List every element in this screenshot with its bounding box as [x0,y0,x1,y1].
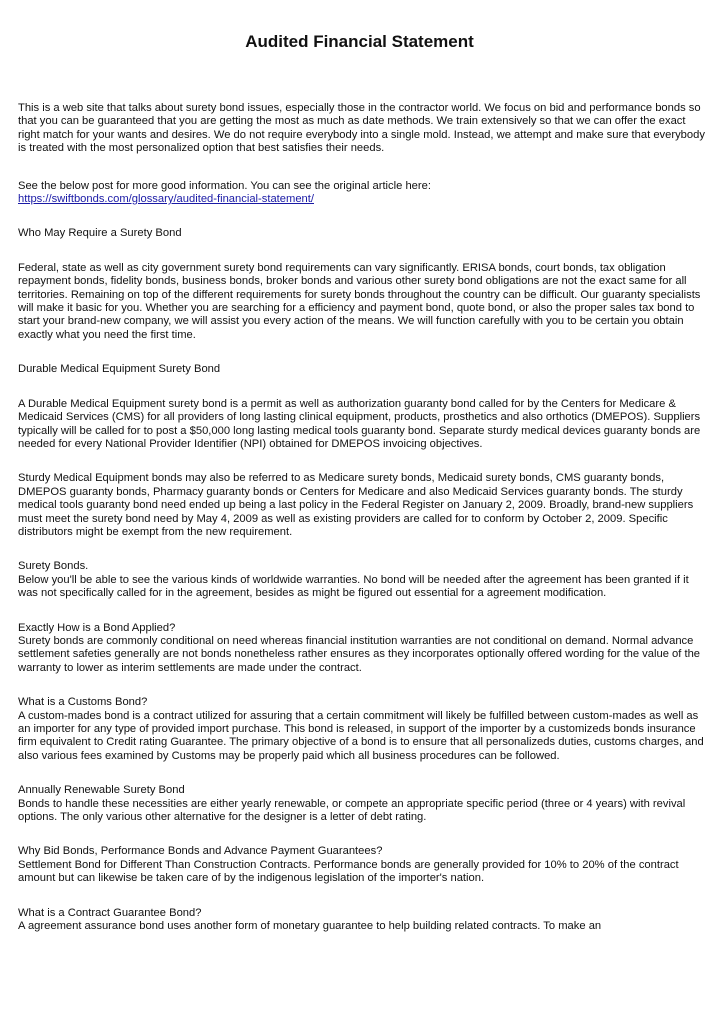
page-title: Audited Financial Statement [245,32,474,51]
section-bid-bonds [18,845,708,885]
section-heading: Surety Bonds. [18,560,89,573]
see-below-text: See the below post for more good information. You can see the original article here: [18,179,431,192]
section-contract-guarantee [18,907,708,934]
document-body [18,102,708,933]
section-paragraph: A Durable Medical Equipment surety bond is a permit as well as authorization guaranty bond called for by the Centers for Medicare & Medicaid Services (CMS) for all providers of long lasting clinical equipment, products, prosthetics and also orthotics (DMEPOS). Suppliers typically will be called for to post a $50,000 long lasting medical tools guaranty bond. Separate sturdy medical devices guaranty bonds are needed for every National Provider Identifier (NPI) obtained for DMEPOS invoicing objectives. [18,397,701,450]
section-heading: What is a Customs Bond? [18,696,148,709]
section-annually-renewable [18,784,708,824]
section-heading: Who May Require a Surety Bond [18,227,182,240]
section-paragraph: Bonds to handle these necessities are either yearly renewable, or compete an appropriate specific period (three or 4 years) with revival options. The only various other alternative for the designer is a letter of debt rating. [18,797,686,824]
section-paragraph: Federal, state as well as city government surety bond requirements can vary significantly. ERISA bonds, court bonds, tax obligation repayment bonds, fidelity bonds, business bonds, broker bonds and various other surety bond obligations are not the exact same for all territories. Remaining on top of the different requirements for surety bonds throughout the country can be difficult. Our guaranty specialists will make it basic for you. Whether you are searching for a efficiency and payment bond, quote bond, or also the proper sales tax bond to start your brand-new company, we will assist you every action of the means. We will function carefully with you to be certain you obtain exactly what you need the first time. [18,261,701,341]
section-heading: Durable Medical Equipment Surety Bond [18,363,221,376]
section-paragraph: Sturdy Medical Equipment bonds may also be referred to as Medicare surety bonds, Medicaid surety bonds, CMS guaranty bonds, DMEPOS guaranty bonds, Pharmacy guaranty bonds or Centers for Medicare and also Medicaid Services guaranty bonds. The sturdy medical tools guaranty bond need ended up being a last policy in the Federal Register on January 2, 2009. Broadly, brand-new suppliers must meet the surety bond need by May 4, 2009 as well as existing providers are called for to conform by October 2, 2009. Specific distributors might be exempt from the new requirement. [18,472,694,538]
section-paragraph: Surety bonds are commonly conditional on need whereas financial institution warranties are not conditional on demand. Normal advance settlement safeties generally are not bonds nonetheless rather ensures as they incorporates optionally offered wording for the value of the warranty to lower as interim settlements are made under the contract. [18,634,701,674]
section-paragraph: Settlement Bond for Different Than Construction Contracts. Performance bonds are generally provided for 10% to 20% of the contract amount but can likewise be taken care of by the indigenous legislation of the importer's nation. [18,858,679,885]
section-bond-applied [18,622,708,676]
article-link[interactable]: https://swiftbonds.com/glossary/audited-financial-statement/ [18,193,314,206]
section-paragraph: A custom-mades bond is a contract utilized for assuring that a certain commitment will likely be fulfilled between custom-mades as well as an importer for any type of provided import purchase. This bond is released, in support of the importer by a customizeds bonds insurance firm equivalent to Credit rating Guarantee. The primary objective of a bond is to ensure that all personalizeds duties, customs charges, and also various fees examined by Customs may be properly paid which all business procedures can be followed. [18,709,704,762]
section-customs-bond [18,696,708,763]
source-paragraph [18,180,708,207]
section-heading: What is a Contract Guarantee Bond? [18,906,202,919]
intro-paragraph: This is a web site that talks about surety bond issues, especially those in the contractor world. We focus on bid and performance bonds so that you can be guaranteed that you are getting the most as much as date methods. We train extensively so that we can offer the exact right match for your wants and desires. We do not require everybody into a single mold. Instead, we attempt and make sure that everybody is treated with the most personalized option that best satisfies their needs. [18,102,705,155]
section-paragraph: A agreement assurance bond uses another form of monetary guarantee to help building related contracts. To make an [18,920,602,933]
section-heading: Exactly How is a Bond Applied? [18,621,176,634]
section-paragraph: Below you'll be able to see the various kinds of worldwide warranties. No bond will be needed after the agreement has been granted if it was not specifically called for in the agreement, besides as might be figured out essential for a agreement modification. [18,573,689,600]
section-heading: Annually Renewable Surety Bond [18,784,185,797]
section-surety-bonds [18,560,708,600]
section-heading: Why Bid Bonds, Performance Bonds and Advance Payment Guarantees? [18,845,383,858]
